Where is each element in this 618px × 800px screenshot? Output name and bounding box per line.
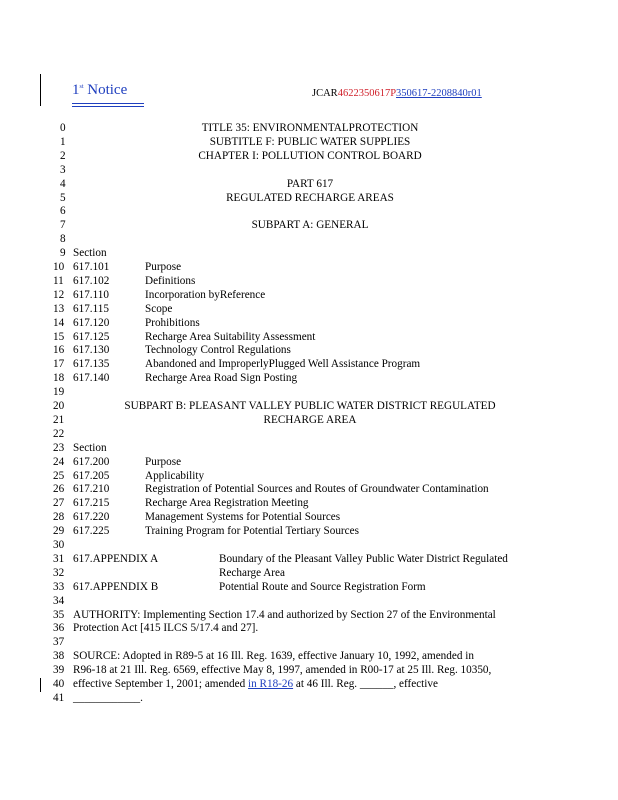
line-text [73,441,107,455]
jcar-identifier [312,88,482,99]
line-number: 4 [60,177,66,190]
jcar-deleted-text: 4622350617P [337,88,397,99]
line-text-main: 617.102 [73,274,110,287]
document-line [53,677,600,691]
centered-heading: SUBTITLE F: PUBLIC WATER SUPPLIES [209,135,411,148]
notice-superscript: st [79,84,84,90]
line-number: 12 [53,288,65,301]
document-line [53,482,600,496]
document-line [53,635,600,649]
section-title: Technology Control Regulations [145,344,291,357]
document-line [53,371,600,385]
line-number: 18 [53,372,65,385]
line-text [73,663,491,677]
section-title: Purpose [145,455,182,468]
document-line [60,232,600,246]
line-number: 3 [60,163,66,176]
document-line [60,204,600,218]
notice-double-underline-1 [72,103,144,104]
document-line [53,552,600,566]
document-line [53,385,600,399]
document-line [53,343,600,357]
line-number: 0 [60,122,66,134]
appendix-title: Recharge Area [219,566,285,579]
line-number: 38 [53,650,65,663]
line-text-main: AUTHORITY: Implementing Section 17.4 and authorized by Section 27 of the Environmental [73,608,496,621]
line-number: 14 [53,316,65,329]
document-line [53,510,600,524]
line-number: 2 [60,149,66,162]
line-number: 37 [53,636,65,649]
centered-heading: SUBPART B: PLEASANT VALLEY PUBLIC WATER DISTRICT REGULATED [124,400,496,412]
section-title: Scope [145,302,173,315]
document-line [53,621,600,635]
document-line [53,691,600,705]
document-line [53,524,600,538]
document-line [53,538,600,552]
line-number: 29 [53,525,65,538]
line-number: 24 [53,455,65,468]
line-text [73,496,109,510]
document-line [60,121,600,135]
line-text [73,455,109,469]
line-text [73,677,438,691]
document-line [60,177,600,191]
line-text-main: 617.215 [73,497,110,510]
notice-double-underline-2 [72,106,144,107]
line-text [73,621,258,635]
line-number: 21 [53,413,65,426]
line-number: 31 [53,552,65,565]
document-line [53,330,600,344]
document-line [53,274,600,288]
line-text [73,343,109,357]
line-text-main: 617.205 [73,469,110,482]
line-text [73,316,109,330]
line-number: 20 [53,400,65,412]
line-number: 13 [53,302,65,315]
document-line [53,427,600,441]
section-title: Management Systems for Potential Sources [145,511,341,524]
centered-heading: RECHARGE AREA [263,413,357,426]
line-text [73,552,158,566]
line-number: 9 [60,247,66,260]
section-title: Training Program for Potential Tertiary Sources [145,525,359,538]
line-text-main: Section [73,247,107,260]
document-line [53,566,600,580]
section-title: Prohibitions [145,316,200,329]
line-text-main: ____________. [73,691,143,704]
line-text-main: 617.140 [73,372,110,385]
appendix-title: Potential Route and Source Registration Form [219,580,426,593]
line-number: 41 [53,691,65,704]
line-text-main: 617.135 [73,358,110,371]
line-number: 15 [53,330,65,343]
document-line [60,191,600,205]
document-line [60,135,600,149]
line-text [73,649,474,663]
jcar-prefix: JCAR [312,88,338,99]
line-text [73,330,109,344]
revision-bar-top [40,74,41,106]
notice-heading [72,82,127,99]
line-number: 11 [53,274,64,287]
line-text [73,608,496,622]
document-line [60,149,600,163]
line-number: 25 [53,469,65,482]
document-line [60,163,600,177]
line-text [73,357,109,371]
section-title: Registration of Potential Sources and Routes of Groundwater Contamination [145,483,489,496]
section-title: Definitions [145,274,196,287]
line-number: 27 [53,497,65,510]
line-text-main: 617.130 [73,344,110,357]
centered-heading: PART 617 [286,177,334,190]
centered-heading: REGULATED RECHARGE AREAS [226,191,394,204]
line-text [73,246,107,260]
line-number: 5 [60,191,66,204]
centered-heading: CHAPTER I: POLLUTION CONTROL BOARD [198,149,422,162]
section-title: Incorporation byReference [145,288,266,301]
line-text [73,524,109,538]
line-number: 40 [53,678,65,690]
document-line [53,594,600,608]
line-text [73,691,143,705]
line-text-main: effective September 1, 2001; amended [73,678,249,690]
section-title: Recharge Area Suitability Assessment [145,330,316,343]
line-number: 28 [53,511,65,524]
line-text-main: SOURCE: Adopted in R89-5 at 16 Ill. Reg. 1639, effective January 10, 1992, amended in [73,650,474,663]
line-number: 35 [53,608,65,621]
line-text-main: 617.200 [73,455,110,468]
line-text [73,580,158,594]
line-text-main: 617.110 [73,288,109,301]
line-number: 1 [60,135,66,148]
line-number: 10 [53,261,65,273]
document-line [53,580,600,594]
line-text [73,482,109,496]
line-number: 30 [53,539,65,551]
line-text-main: Section [73,441,107,454]
document-line [53,399,600,413]
section-title: Abandoned and ImproperlyPlugged Well Assistance Program [145,358,421,371]
line-text-main: Protection Act [415 ILCS 5/17.4 and 27]. [73,622,259,635]
line-number: 39 [53,664,65,677]
document-line [60,218,600,232]
line-text [73,260,109,274]
line-text-main: 617.101 [73,261,110,273]
line-text-main: 617.225 [73,525,110,538]
notice-number: 1 [72,82,80,98]
line-number: 6 [60,205,66,218]
line-number: 22 [53,427,65,440]
document-line [53,455,600,469]
line-text-rest: at 46 Ill. Reg. ______, effective [293,678,438,690]
centered-heading: TITLE 35: ENVIRONMENTALPROTECTION [201,122,419,134]
section-title: Recharge Area Registration Meeting [145,497,309,510]
line-text [73,371,109,385]
document-line [53,441,600,455]
document-line [60,246,600,260]
line-number: 32 [53,566,65,579]
section-title: Applicability [145,469,205,482]
document-line [53,608,600,622]
line-number: 8 [60,233,66,246]
line-text [73,510,109,524]
line-number: 34 [53,594,65,607]
line-number: 19 [53,386,65,399]
notice-label: Notice [87,82,128,98]
document-line [53,302,600,316]
line-text [73,302,109,316]
line-number: 7 [60,219,66,232]
section-title: Recharge Area Road Sign Posting [145,372,298,385]
line-text-main: 617.APPENDIX A [73,552,159,565]
line-text [73,288,109,302]
appendix-title: Boundary of the Pleasant Valley Public Water District Regulated [219,552,508,565]
document-line [53,663,600,677]
line-number: 16 [53,344,65,357]
document-line [53,260,600,274]
line-number: 17 [53,358,65,371]
document-line [53,413,600,427]
jcar-inserted-text: 350617-2208840r01 [396,88,482,99]
document-line [53,288,600,302]
document-line [53,469,600,483]
line-number: 33 [53,580,65,593]
line-text-main: 617.125 [73,330,110,343]
line-text-main: 617.APPENDIX B [73,580,159,593]
line-text-main: 617.120 [73,316,110,329]
centered-heading: SUBPART A: GENERAL [251,219,369,232]
line-text [73,274,109,288]
inserted-citation-link[interactable]: in R18-26 [248,678,294,690]
line-number: 26 [53,483,65,496]
line-text [73,469,109,483]
line-number: 23 [53,441,65,454]
line-text-main: 617.210 [73,483,110,496]
document-line [53,649,600,663]
revision-bar-bottom [40,678,41,692]
line-text-main: 617.220 [73,511,110,524]
document-line [53,316,600,330]
section-title: Purpose [145,261,182,273]
line-text-main: 617.115 [73,302,109,315]
line-text-main: R96-18 at 21 Ill. Reg. 6569, effective May 8, 1997, amended in R00-17 at 25 Ill. Reg. 10350, [73,664,492,677]
document-line [53,357,600,371]
document-line [53,496,600,510]
line-number: 36 [53,622,65,635]
